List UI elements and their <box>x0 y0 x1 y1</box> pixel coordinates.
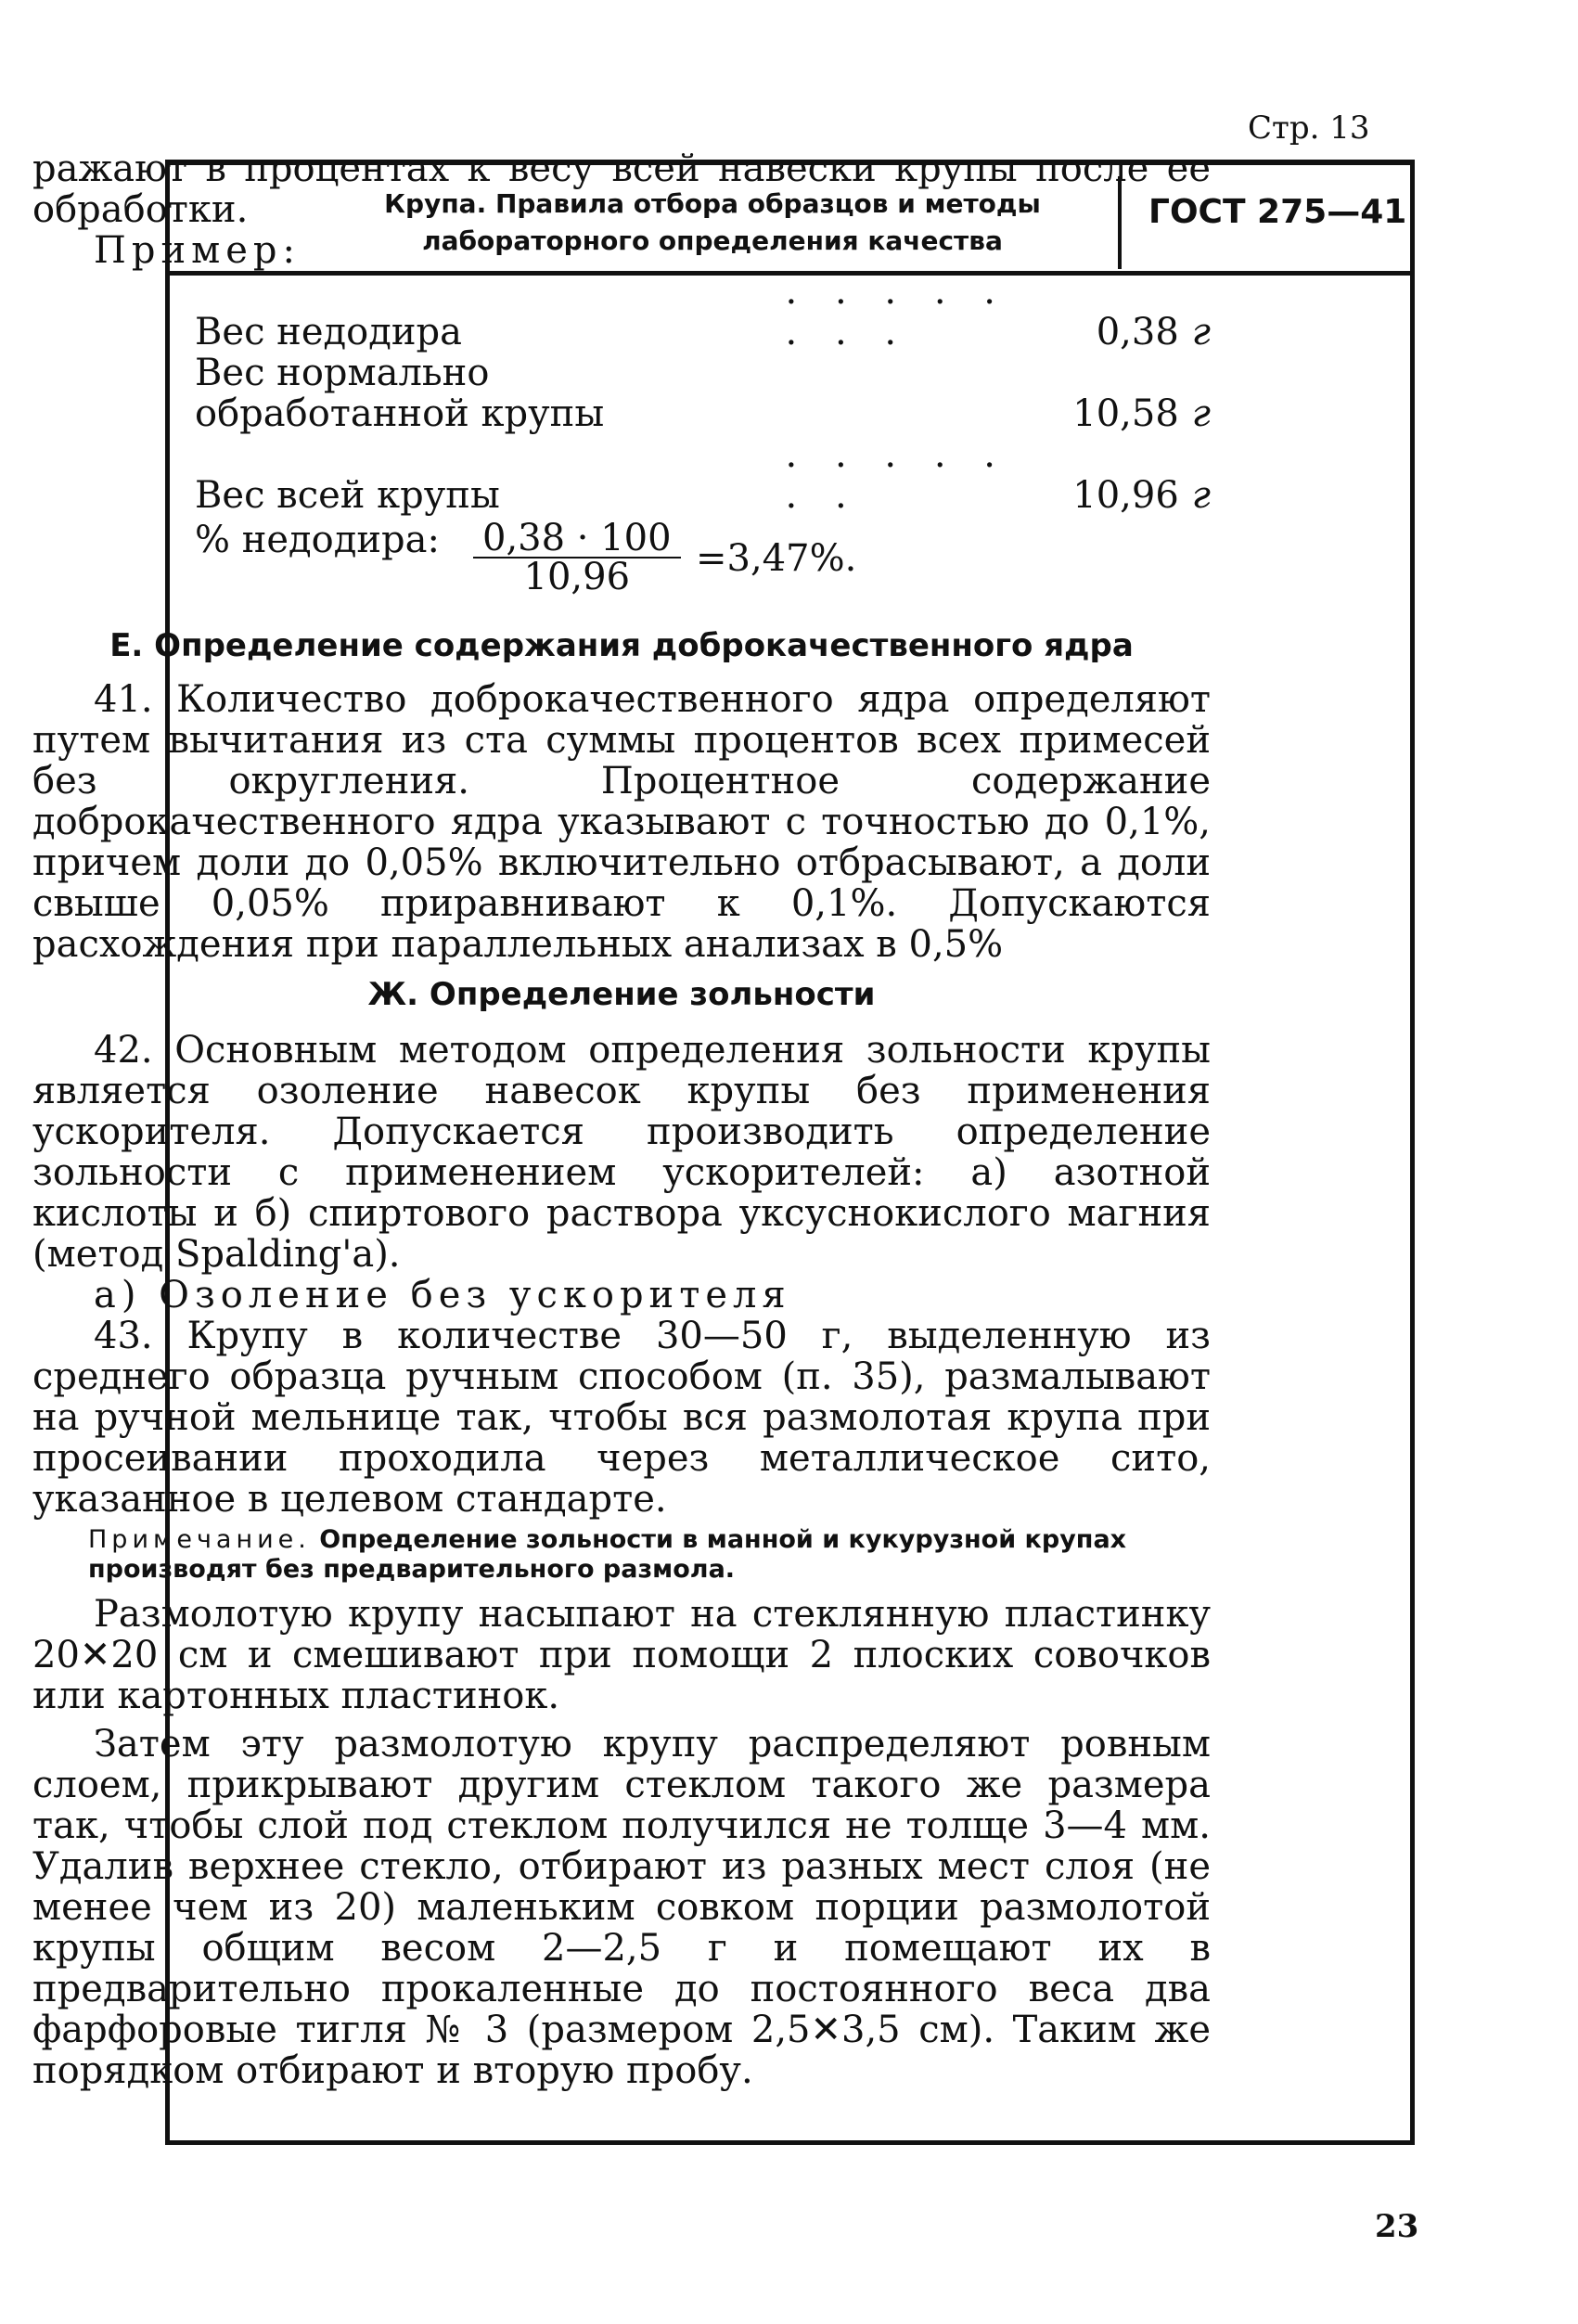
example-row <box>195 434 1211 516</box>
formula-result: =3,47%. <box>696 537 857 580</box>
example-row <box>195 353 1211 434</box>
section-zh-heading: Ж. Определение зольности <box>367 976 876 1013</box>
subsection-a-title: а) Озоление без ускорителя <box>94 1274 791 1316</box>
example-row-unit: г <box>1191 474 1211 517</box>
page-label: Стр. 13 <box>1248 109 1370 147</box>
formula <box>195 517 1211 598</box>
standard-code: ГОСТ 275—41 <box>1148 193 1407 231</box>
example-row-unit: г <box>1191 311 1211 353</box>
paragraph-grind: Размолотую крупу насыпают на стеклянную пластинку 20✕20 см и смешивают при помощи 2 плоских совочков или картонных пластинок. <box>32 1593 1211 1717</box>
note-text: Определение зольности в манной и кукурузной крупах производят без предварительного размола. <box>88 1525 1127 1584</box>
example-table <box>195 271 1211 516</box>
note <box>88 1525 1211 1585</box>
page-number: 23 <box>1375 2208 1419 2245</box>
document-title-line-1: Крупа. Правила отбора образцов и методы <box>384 188 1041 219</box>
formula-label: % недодира: <box>195 519 440 561</box>
paragraph-41: 41. Количество доброкачественного ядра определяют путем вычитания из ста суммы процентов всех примесей без округления. Процентное содержание доброкачественного ядра указывают с точностью до 0,1%, причем доли до 0,05% включительно отбрасывают, а доли свыше 0,05% приравнивают к 0,1%. Допускаются расхождения при параллельных анализах в 0,5% <box>32 678 1211 966</box>
example-row-value: 10,96 <box>1072 474 1179 517</box>
formula-fraction <box>473 517 681 598</box>
paragraph-spread: Затем эту размолотую крупу распределяют ровным слоем, прикрывают другим стеклом такого же размера так, чтобы слой под стеклом получился не толще 3—4 мм. Удалив верхнее стекло, отбирают из разных мест слоя (не менее чем из 20) маленьким совком порции размолотой крупы общим весом 2—2,5 г и помещают их в предварительно прокаленные до постоянного веса два фарфоровые тигля № 3 (размером 2,5✕3,5 см). Таким же порядком отбирают и вторую пробу. <box>32 1723 1211 2092</box>
example-row-label: Вес всей крупы <box>195 474 500 517</box>
example-row-value: 10,58 <box>1072 392 1179 435</box>
paragraph-42: 42. Основным методом определения зольности крупы является озоление навесок крупы без применения ускорителя. Допускается производить определение зольности с применением ускорителей: а) азотной кислоты и б) спиртового раствора уксуснокислого магния (метод Spalding'а). <box>32 1029 1211 1276</box>
page-content <box>32 148 1211 2091</box>
example-row-value: 0,38 <box>1096 311 1179 353</box>
formula-denominator: 10,96 <box>523 556 631 598</box>
example-row-unit: г <box>1191 392 1211 435</box>
example-row-label: Вес нормально обработанной крупы <box>195 352 605 435</box>
document-title-line-2: лабораторного определения качества <box>422 225 1003 256</box>
example-row <box>195 271 1211 353</box>
note-label: Примечание. <box>88 1525 311 1554</box>
intro-paragraph: ражают в процентах к весу всей навески крупы после ее обработки. <box>32 148 1211 231</box>
example-row-dots <box>773 353 1049 434</box>
paragraph-43: 43. Крупу в количестве 30—50 г, выделенную из среднего образца ручным способом (п. 35), размалывают на ручной мельнице так, чтобы вся размолотая крупа при просеивании проходила через металлическое сито, указанное в целевом стандарте. <box>32 1315 1211 1521</box>
example-row-dots: . . . . . . . <box>785 433 1008 517</box>
formula-numerator: 0,38 · 100 <box>473 520 681 559</box>
section-e-heading: Е. Определение содержания доброкачественного ядра <box>109 627 1134 664</box>
example-label: Пример: <box>94 229 301 272</box>
example-row-dots: . . . . . . . . <box>785 270 1008 353</box>
example-row-label: Вес недодира <box>195 311 462 353</box>
